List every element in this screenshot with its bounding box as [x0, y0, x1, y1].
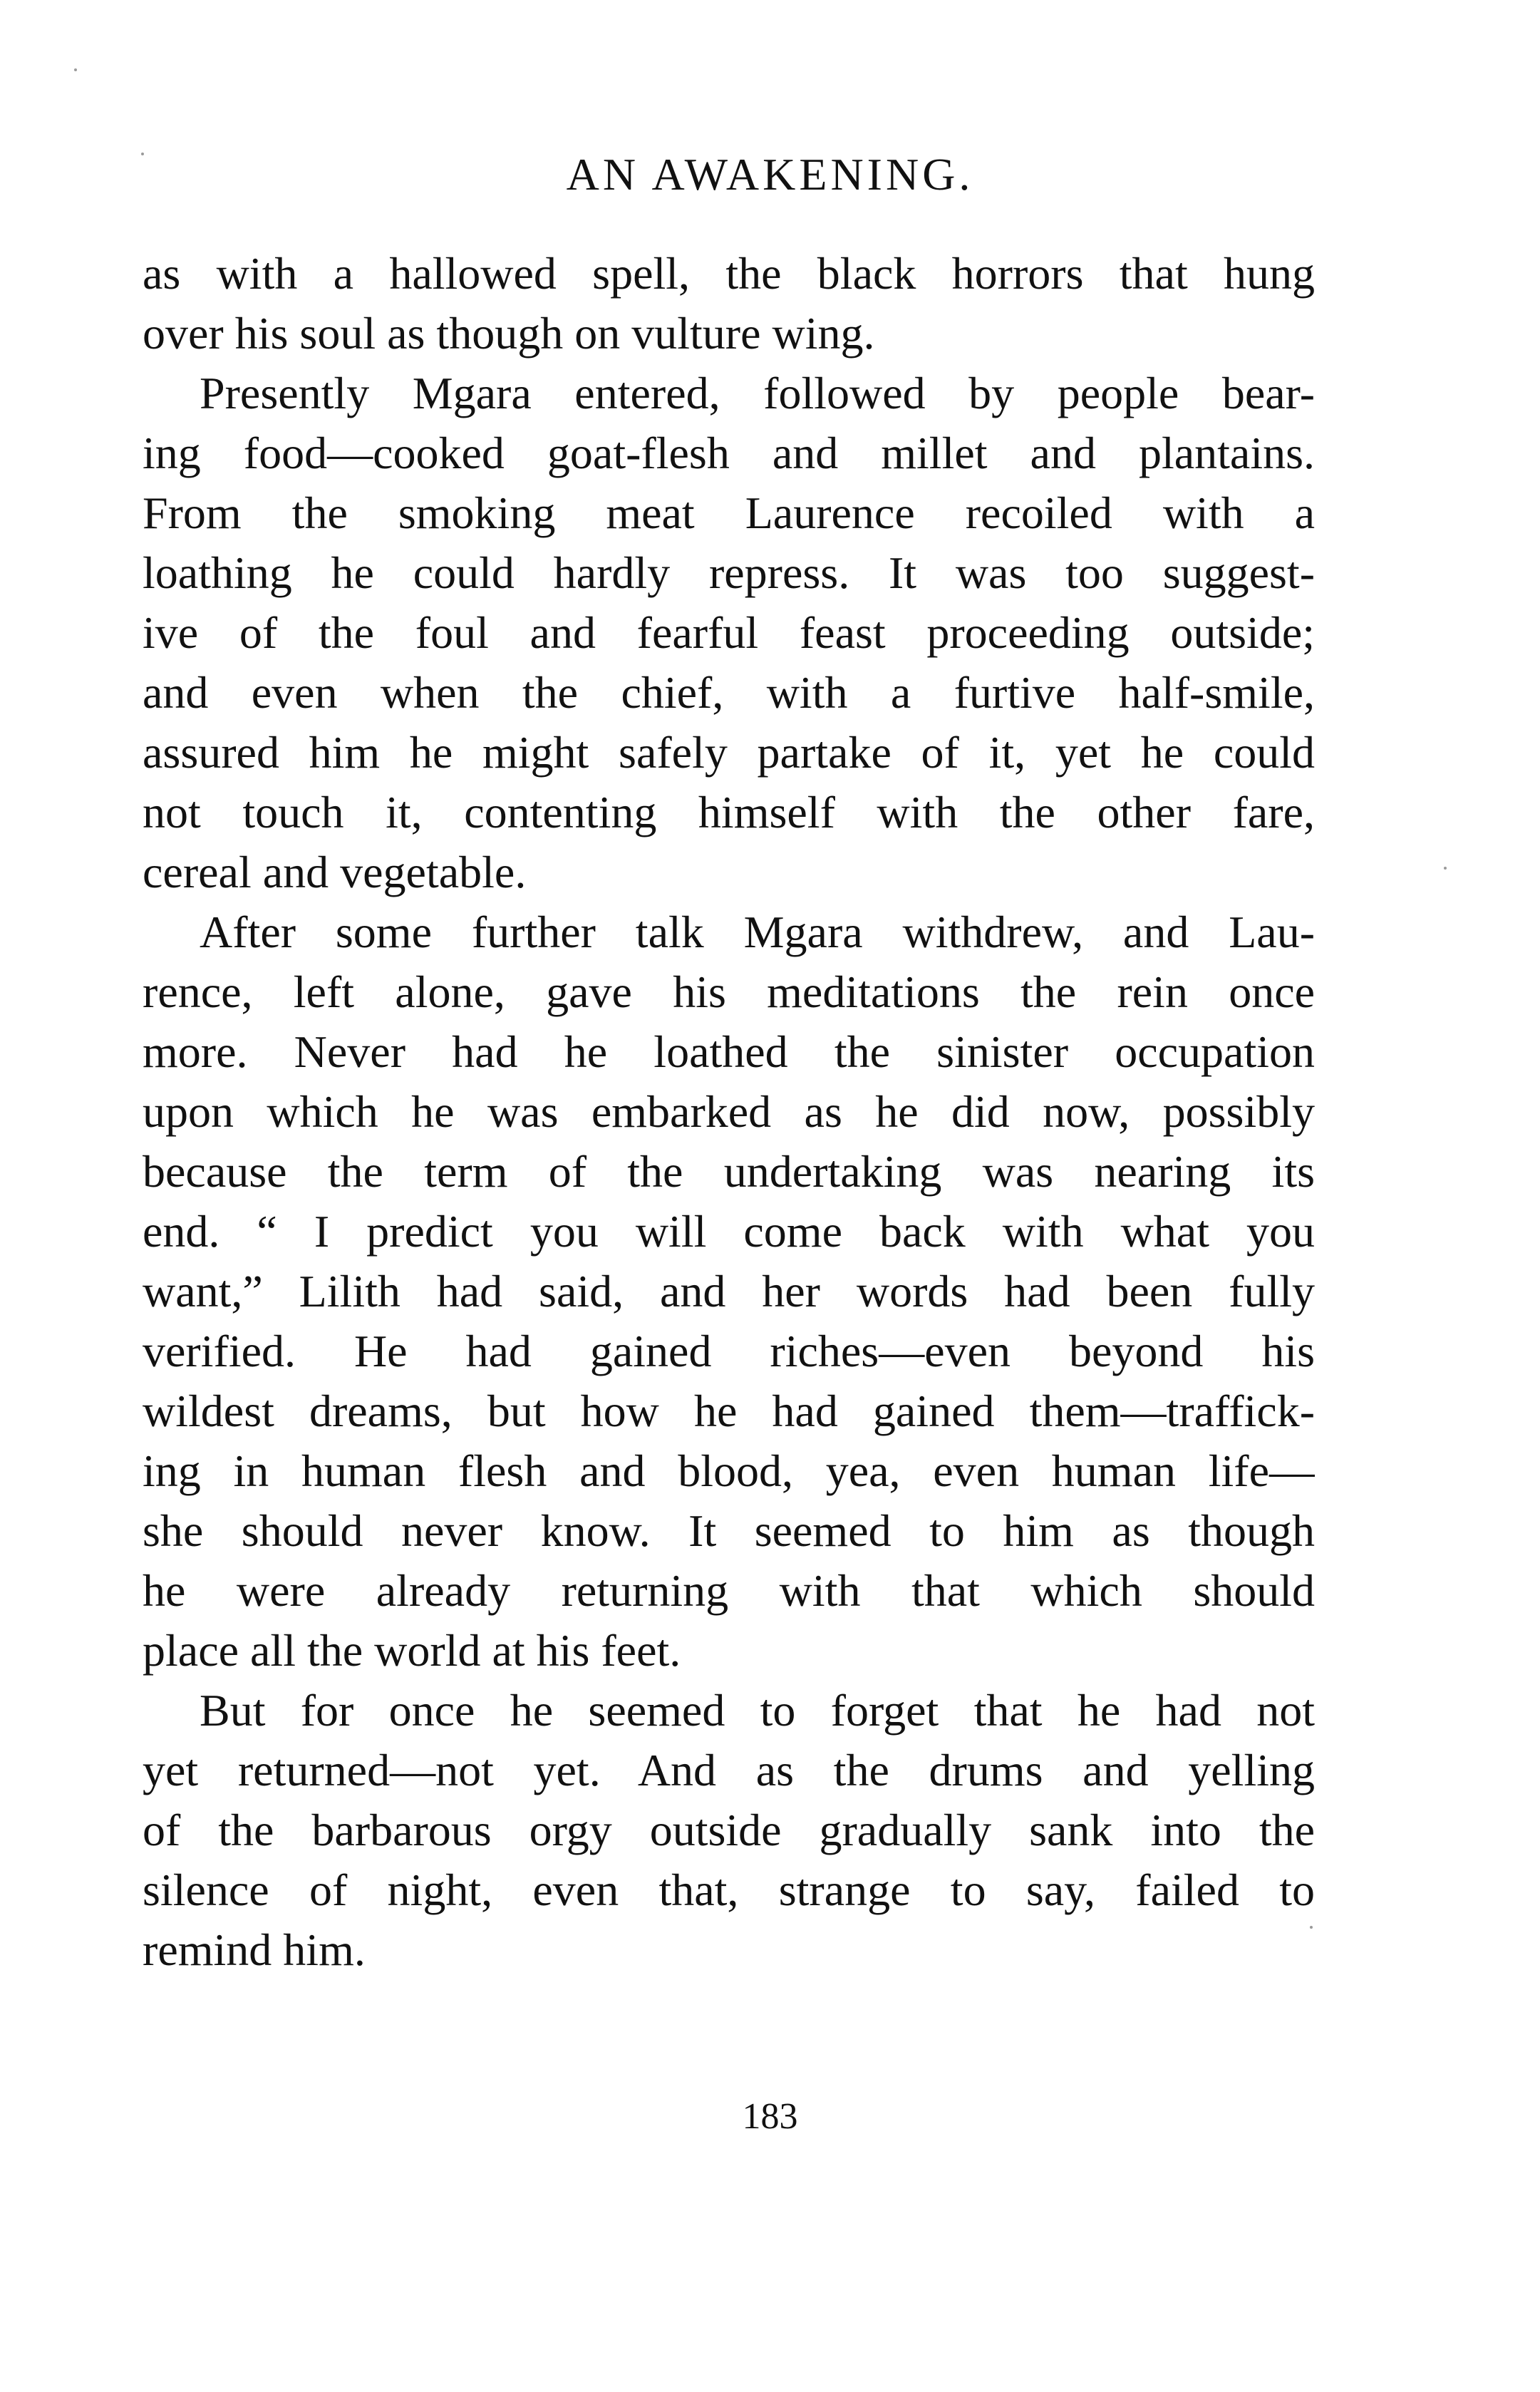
- paragraph: [143, 364, 1315, 902]
- paragraph: [143, 1681, 1315, 1980]
- text-line: he were already returning with that which should: [143, 1565, 1315, 1616]
- text-line: upon which he was embarked as he did now, possibly: [143, 1086, 1315, 1137]
- text-line: want,” Lilith had said, and her words had been fully: [143, 1266, 1315, 1316]
- text-line: After some further talk Mgara withdrew, and Lau-: [200, 907, 1315, 957]
- text-line: Presently Mgara entered, followed by people bear-: [200, 368, 1315, 418]
- paper-speck: [74, 68, 77, 71]
- text-line: place all the world at his feet.: [143, 1625, 681, 1676]
- text-line: ing in human flesh and blood, yea, even human life—: [143, 1445, 1315, 1496]
- text-line: silence of night, even that, strange to say, failed to: [143, 1865, 1315, 1915]
- text-line: From the smoking meat Laurence recoiled with a: [143, 488, 1315, 538]
- paragraph: [143, 244, 1315, 364]
- text-line: remind him.: [143, 1924, 366, 1975]
- text-line: cereal and vegetable.: [143, 847, 527, 897]
- text-line: assured him he might safely partake of it, yet he could: [143, 727, 1315, 778]
- text-line: more. Never had he loathed the sinister occupation: [143, 1026, 1315, 1077]
- text-line: over his soul as though on vulture wing.: [143, 308, 875, 359]
- text-line: ive of the foul and fearful feast proceeding outside;: [143, 607, 1315, 658]
- text-line: not touch it, contenting himself with the other fare,: [143, 787, 1315, 837]
- body-text: [143, 244, 1315, 1980]
- paragraph: [143, 902, 1315, 1681]
- text-line: verified. He had gained riches—even beyond his: [143, 1326, 1315, 1376]
- text-line: because the term of the undertaking was nearing its: [143, 1146, 1315, 1197]
- text-line: loathing he could hardly repress. It was too suggest-: [143, 547, 1315, 598]
- text-line: wildest dreams, but how he had gained them—traffick-: [143, 1386, 1315, 1436]
- text-line: rence, left alone, gave his meditations the rein once: [143, 966, 1315, 1017]
- text-line: and even when the chief, with a furtive half-smile,: [143, 667, 1315, 718]
- text-line: yet returned—not yet. And as the drums and yelling: [143, 1745, 1315, 1795]
- text-line: ing food—cooked goat-flesh and millet and plantains.: [143, 428, 1315, 478]
- text-line: she should never know. It seemed to him as though: [143, 1505, 1315, 1556]
- paper-speck: [1444, 867, 1447, 870]
- text-line: of the barbarous orgy outside gradually sank into the: [143, 1805, 1315, 1855]
- text-line: But for once he seemed to forget that he had not: [200, 1685, 1315, 1736]
- text-line: end. “ I predict you will come back with what you: [143, 1206, 1315, 1257]
- page-number: 183: [742, 2096, 798, 2137]
- text-line: as with a hallowed spell, the black horrors that hung: [143, 248, 1315, 299]
- running-head: AN AWAKENING.: [566, 149, 974, 200]
